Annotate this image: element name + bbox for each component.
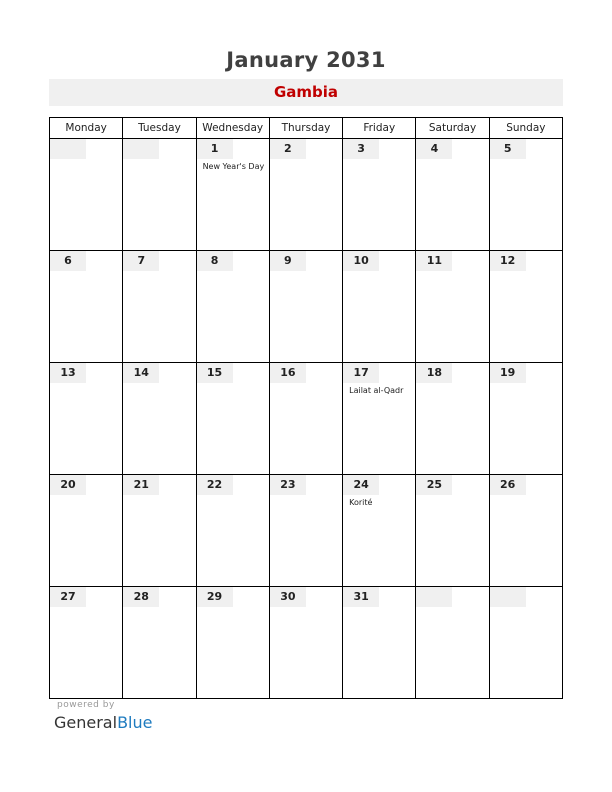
- holiday-label: Korité: [349, 498, 373, 507]
- day-number: [490, 587, 526, 607]
- day-cell: [416, 251, 489, 363]
- day-cell: [269, 363, 342, 475]
- day-number: 15: [197, 363, 233, 383]
- day-number: 23: [270, 475, 306, 495]
- weekday-monday: Monday: [50, 118, 123, 139]
- day-number: 8: [197, 251, 233, 271]
- holiday-label: New Year's Day: [202, 162, 265, 171]
- week-row: [50, 475, 563, 587]
- weekday-header-row: [50, 118, 563, 139]
- day-cell: [489, 251, 562, 363]
- day-number: 25: [416, 475, 452, 495]
- day-number: 20: [50, 475, 86, 495]
- generalblue-logo[interactable]: [54, 713, 152, 732]
- day-cell: [269, 251, 342, 363]
- weekday-saturday: Saturday: [416, 118, 489, 139]
- day-cell: [50, 251, 123, 363]
- day-number: 16: [270, 363, 306, 383]
- day-number: 18: [416, 363, 452, 383]
- day-number: 27: [50, 587, 86, 607]
- day-number: 24: [343, 475, 379, 495]
- country-name: Gambia: [273, 83, 339, 101]
- day-cell: [196, 475, 269, 587]
- day-number: 2: [270, 139, 306, 159]
- day-cell: [416, 139, 489, 251]
- day-cell: [343, 363, 416, 475]
- day-cell: [269, 139, 342, 251]
- day-cell: [269, 475, 342, 587]
- country-banner: [49, 79, 563, 106]
- day-cell: [489, 587, 562, 699]
- day-number: 30: [270, 587, 306, 607]
- day-number: [123, 139, 159, 159]
- day-cell: [196, 139, 269, 251]
- day-cell: [50, 363, 123, 475]
- day-number: 19: [490, 363, 526, 383]
- calendar-title: January 2031: [226, 48, 386, 72]
- day-cell: [343, 475, 416, 587]
- day-cell: [416, 475, 489, 587]
- day-number: [50, 139, 86, 159]
- brand-blue: Blue: [117, 713, 153, 732]
- day-cell: [123, 587, 196, 699]
- day-number: 9: [270, 251, 306, 271]
- day-cell: [343, 587, 416, 699]
- day-cell: [123, 139, 196, 251]
- month-calendar: [49, 117, 563, 699]
- day-number: 6: [50, 251, 86, 271]
- day-number: 10: [343, 251, 379, 271]
- day-number: 11: [416, 251, 452, 271]
- day-cell: [343, 139, 416, 251]
- calendar-body: [50, 139, 563, 699]
- day-number: 31: [343, 587, 379, 607]
- day-cell: [196, 251, 269, 363]
- holiday-label: Lailat al-Qadr: [349, 386, 404, 395]
- day-number: 7: [123, 251, 159, 271]
- weekday-friday: Friday: [343, 118, 416, 139]
- day-cell: [50, 139, 123, 251]
- day-number: 13: [50, 363, 86, 383]
- day-number: 14: [123, 363, 159, 383]
- brand-general: General: [54, 713, 118, 732]
- day-cell: [489, 475, 562, 587]
- weekday-thursday: Thursday: [269, 118, 342, 139]
- day-cell: [416, 587, 489, 699]
- day-number: 1: [197, 139, 233, 159]
- day-number: 17: [343, 363, 379, 383]
- day-cell: [123, 363, 196, 475]
- day-cell: [196, 363, 269, 475]
- day-number: 21: [123, 475, 159, 495]
- powered-by-text: powered by: [57, 700, 115, 710]
- day-cell: [123, 251, 196, 363]
- day-number: 22: [197, 475, 233, 495]
- day-cell: [50, 587, 123, 699]
- day-cell: [269, 587, 342, 699]
- week-row: [50, 363, 563, 475]
- day-number: 12: [490, 251, 526, 271]
- day-number: 28: [123, 587, 159, 607]
- day-cell: [343, 251, 416, 363]
- day-number: 26: [490, 475, 526, 495]
- day-cell: [123, 475, 196, 587]
- day-cell: [416, 363, 489, 475]
- weekday-wednesday: Wednesday: [196, 118, 269, 139]
- day-number: 4: [416, 139, 452, 159]
- week-row: [50, 139, 563, 251]
- weekday-tuesday: Tuesday: [123, 118, 196, 139]
- day-number: 5: [490, 139, 526, 159]
- day-cell: [196, 587, 269, 699]
- day-cell: [489, 363, 562, 475]
- day-number: 3: [343, 139, 379, 159]
- day-number: 29: [197, 587, 233, 607]
- weekday-sunday: Sunday: [489, 118, 562, 139]
- week-row: [50, 587, 563, 699]
- day-number: [416, 587, 452, 607]
- day-cell: [489, 139, 562, 251]
- week-row: [50, 251, 563, 363]
- day-cell: [50, 475, 123, 587]
